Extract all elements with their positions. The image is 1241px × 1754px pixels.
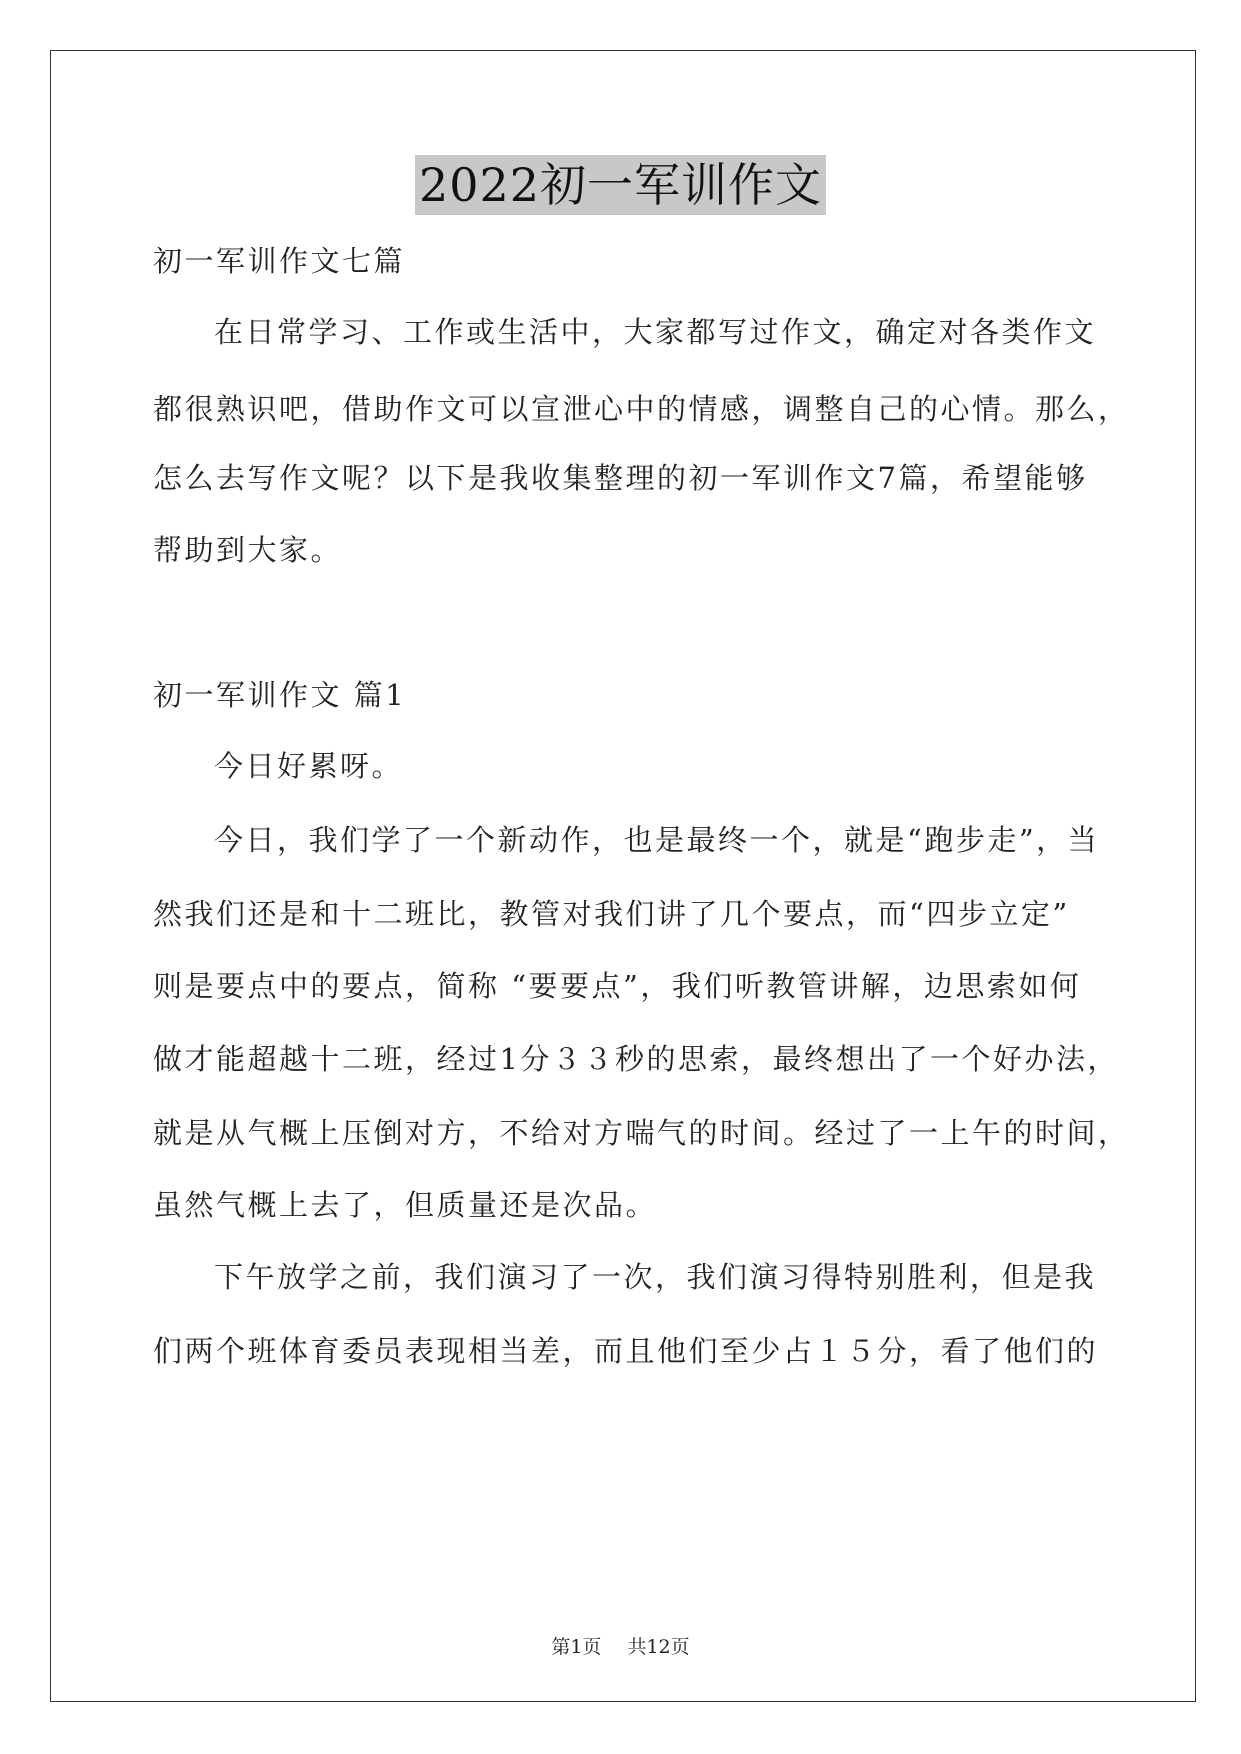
paragraph-line: 然我们还是和十二班比，教管对我们讲了几个要点，而“四步立定” xyxy=(153,897,1070,931)
paragraph-line: 帮助到大家。 xyxy=(153,533,343,567)
paragraph-line: 做才能超越十二班，经过1分３３秒的思索，最终想出了一个好办法， xyxy=(153,1042,1119,1076)
paragraph-line: 在日常学习、工作或生活中，大家都写过作文，确定对各类作文 xyxy=(214,315,1097,349)
subtitle: 初一军训作文七篇 xyxy=(153,244,406,278)
paragraph-line: 则是要点中的要点，简称 “要要点”，我们听教管讲解，边思索如何 xyxy=(153,969,1082,1003)
title-wrap xyxy=(0,155,1241,215)
paragraph-line: 下午放学之前，我们演习了一次，我们演习得特别胜利，但是我 xyxy=(214,1260,1097,1294)
page-total: 共12页 xyxy=(627,1636,690,1658)
paragraph-line: 们两个班体育委员表现相当差，而且他们至少占１５分，看了他们的 xyxy=(153,1334,1099,1368)
page-border xyxy=(50,50,1196,1702)
paragraph-line: 今日，我们学了一个新动作，也是最终一个，就是“跑步走”，当 xyxy=(214,823,1100,857)
document-title: 2022初一军训作文 xyxy=(415,155,826,215)
paragraph-line: 怎么去写作文呢？以下是我收集整理的初一军训作文7篇，希望能够 xyxy=(153,461,1088,495)
page-footer xyxy=(0,1635,1241,1659)
paragraph-line: 虽然气概上去了，但质量还是次品。 xyxy=(153,1188,658,1222)
section-heading: 初一军训作文 篇1 xyxy=(153,678,407,712)
page-number: 第1页 xyxy=(551,1636,602,1658)
paragraph-line: 都很熟识吧，借助作文可以宣泄心中的情感，调整自己的心情。那么， xyxy=(153,392,1130,426)
paragraph-line: 就是从气概上压倒对方，不给对方喘气的时间。经过了一上午的时间， xyxy=(153,1116,1130,1150)
paragraph-line: 今日好累呀。 xyxy=(214,749,404,783)
